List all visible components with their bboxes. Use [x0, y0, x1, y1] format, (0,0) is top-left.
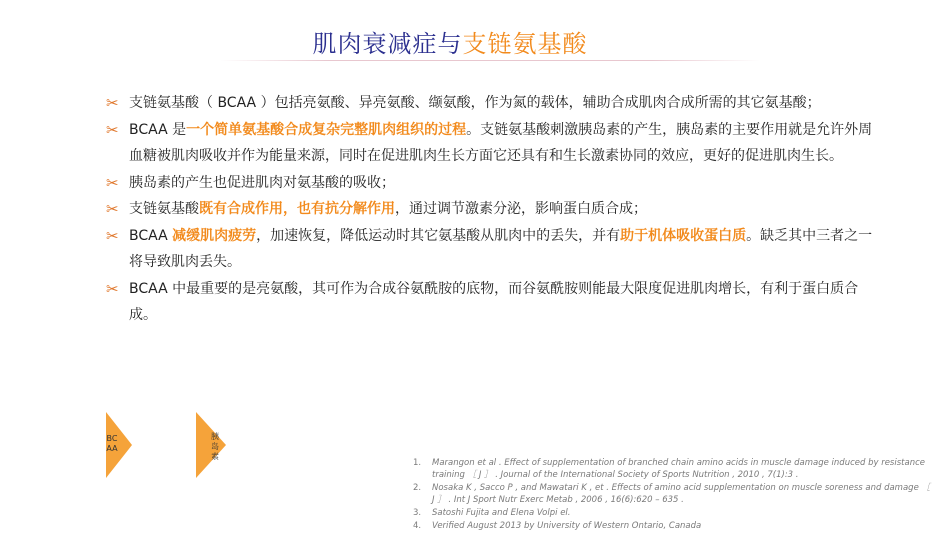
- reference-list: [413, 457, 933, 533]
- reference-number: 3.: [413, 508, 422, 518]
- bullet-item: [106, 90, 886, 117]
- reference-number: 4.: [413, 521, 422, 531]
- reference-text: Nosaka K , Sacco P , and Mawatari K , et . Effects of amino acid supplementation on muscle soreness and damage ［ J ］ . Int J Sport Nutr Exerc Metab , 2006 , 16(6):620 – 635 .: [432, 483, 930, 505]
- bullet-item: [106, 223, 886, 276]
- highlight-text: 一个简单氨基酸合成复杂完整肌肉组织的过程: [186, 121, 467, 138]
- bullet-text: ，加速恢复，降低运动时其它氨基酸从肌肉中的丢失，并有: [256, 227, 621, 244]
- reference-number: 2.: [413, 483, 422, 493]
- reference-number: 1.: [413, 458, 422, 468]
- bullet-text: BCAA: [129, 227, 173, 244]
- bullet-item: [106, 170, 886, 197]
- title-part-2: 支链氨基酸: [462, 30, 588, 58]
- scissors-icon: ✂: [106, 173, 119, 192]
- reference-text: Verified August 2013 by University of Western Ontario, Canada: [432, 521, 702, 531]
- reference-item: [413, 482, 933, 506]
- page-title: [0, 24, 900, 59]
- bullet-text: 。缺乏其中三者之一将导致肌肉丢失。: [129, 227, 873, 270]
- bullet-text: 。支链氨基酸刺激胰岛素的产生，胰岛素的主要作用就是允许外周血糖被肌肉吸收并作为能量来源，同时在促进肌肉生长方面它还具有和生长激素协同的效应，更好的促进肌肉生长。: [129, 121, 873, 164]
- highlight-text: 既有合成作用，也有抗分解作用: [199, 201, 395, 217]
- title-divider: [220, 60, 760, 61]
- bullet-item: [106, 117, 886, 170]
- arrow-label-bcaa: BCAA: [106, 434, 118, 453]
- reference-item: [413, 457, 933, 481]
- reference-item: [413, 520, 933, 532]
- bullet-item: [106, 276, 886, 329]
- bullet-text: BCAA 中最重要的是亮氨酸，其可作为合成谷氨酰胺的底物，而谷氨酰胺则能最大限度促进肌肉增长，有利于蛋白质合成。: [129, 280, 859, 323]
- arrow-label-insulin: 胰岛素: [211, 432, 219, 461]
- bullet-text: 支链氨基酸: [129, 201, 199, 217]
- highlight-text: 减缓肌肉疲劳: [172, 227, 257, 244]
- reference-text: Satoshi Fujita and Elena Volpi el.: [432, 508, 571, 518]
- title-part-1: 肌肉衰减症与: [312, 30, 463, 58]
- scissors-icon: ✂: [106, 279, 119, 298]
- bullet-text: ，通过调节激素分泌，影响蛋白质合成；: [395, 201, 647, 217]
- bullet-text: 支链氨基酸（ BCAA ）包括亮氨酸、异亮氨酸、缬氨酸，作为氮的载体，辅助合成肌肉合成所需的其它氨基酸；: [129, 95, 821, 111]
- bullet-text: 胰岛素的产生也促进肌肉对氨基酸的吸收；: [129, 174, 395, 191]
- highlight-text: 助于机体吸收蛋白质: [620, 227, 747, 244]
- bullet-text: BCAA 是: [129, 121, 187, 138]
- reference-text: Marangon et al . Effect of supplementation of branched chain amino acids in muscle damage induced by resistance training ［ J ］ . Journal of the International Society of Sports Nutrition , 2010 , 7(1):3 .: [432, 458, 925, 480]
- reference-item: [413, 507, 933, 519]
- scissors-icon: ✂: [106, 94, 119, 112]
- bullet-list: [106, 90, 886, 329]
- scissors-icon: ✂: [106, 120, 119, 139]
- bullet-item: [106, 196, 886, 223]
- scissors-icon: ✂: [106, 200, 119, 218]
- scissors-icon: ✂: [106, 226, 119, 245]
